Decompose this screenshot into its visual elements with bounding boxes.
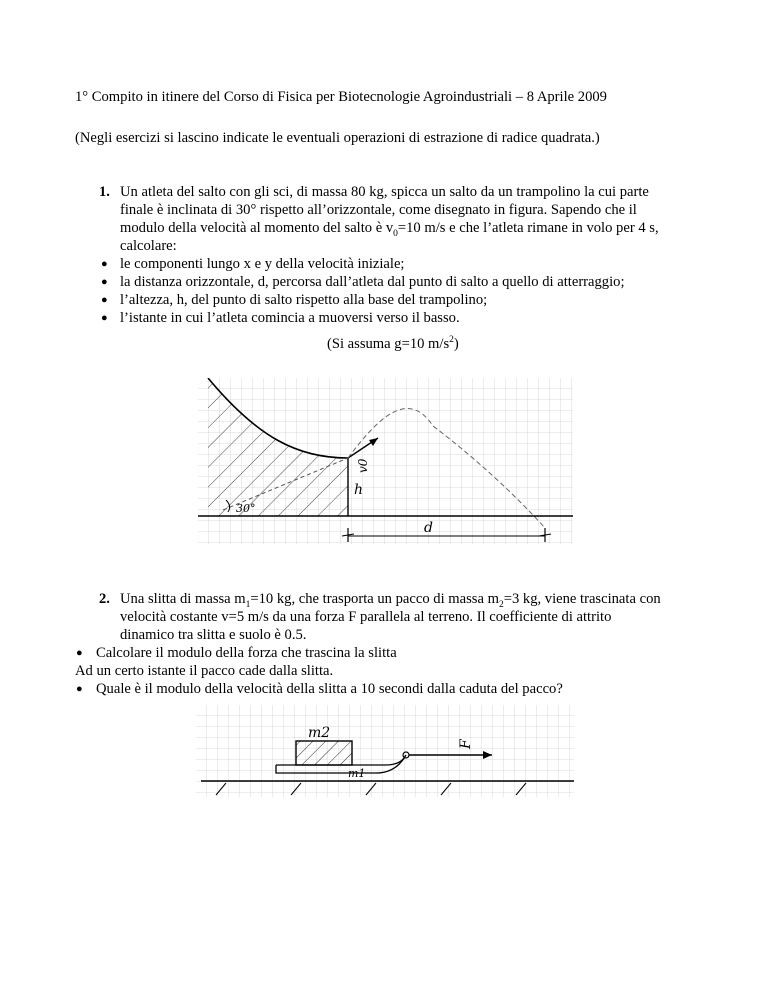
ex1-bullet-2: la distanza orizzontale, d, percorsa dall’atleta dal punto di salto a quello di atterraggio; bbox=[120, 274, 625, 290]
bullet-dot: ● bbox=[101, 312, 108, 324]
bullet-dot: ● bbox=[101, 276, 108, 288]
gravity-note: (Si assuma g=10 $m/s^2$) bbox=[327, 335, 459, 352]
angle-label: 30° bbox=[236, 502, 256, 515]
ex2-text-line-2: velocità costante v=5 m/s da una forza F parallela al terreno. Il coefficiente di attrito bbox=[120, 609, 612, 625]
ex1-bullet-4: l’istante in cui l’atleta comincia a muoversi verso il basso. bbox=[120, 310, 460, 326]
ex1-text-line-4: calcolare: bbox=[120, 238, 177, 254]
ex1-bullet-3: l’altezza, h, del punto di salto rispetto alla base del trampolino; bbox=[120, 292, 488, 308]
exercise-2-number: 2. bbox=[99, 591, 110, 607]
F-label: F bbox=[458, 739, 474, 749]
ex2-text-line-1: Una slitta di massa $m_1=10$ kg, che trasporta un pacco di massa $m_2=3$ kg, viene trascinata con bbox=[120, 591, 661, 610]
m2-label: m2 bbox=[308, 725, 331, 741]
ex1-text-line-1: Un atleta del salto con gli sci, di massa 80 kg, spicca un salto da un trampolino la cui parte bbox=[120, 184, 649, 200]
ex2-bullet-2: Quale è il modulo della velocità della slitta a 10 secondi dalla caduta del pacco? bbox=[96, 681, 563, 697]
exercise-1-number: 1. bbox=[99, 184, 110, 200]
package-m2 bbox=[296, 741, 352, 765]
v0-label: v0 bbox=[356, 458, 370, 473]
ski-jump-figure bbox=[198, 378, 573, 544]
h-label: h bbox=[354, 482, 364, 498]
bullet-dot: ● bbox=[101, 294, 108, 306]
m1-label: m1 bbox=[348, 767, 366, 780]
bullet-dot: ● bbox=[76, 647, 83, 659]
bullet-dot: ● bbox=[101, 258, 108, 270]
bullet-dot: ● bbox=[76, 683, 83, 695]
page-title: 1° Compito in itinere del Corso di Fisica per Biotecnologie Agroindustriali – 8 Aprile 2009 bbox=[75, 89, 607, 105]
ex1-bullet-1: le componenti lungo x e y della velocità iniziale; bbox=[120, 256, 405, 272]
ex2-text-line-3: dinamico tra slitta e suolo è 0.5. bbox=[120, 627, 307, 643]
instructions-note: (Negli esercizi si lascino indicate le eventuali operazioni di estrazione di radice quadrata.) bbox=[75, 130, 600, 146]
ex1-text-line-3: modulo della velocità al momento del salto è $v_0=10$ m/s e che l’atleta rimane in volo per 4 s, bbox=[120, 220, 659, 239]
ex2-middle-line: Ad un certo istante il pacco cade dalla slitta. bbox=[75, 663, 334, 679]
sled-figure bbox=[196, 705, 574, 797]
d-label: d bbox=[424, 520, 433, 536]
ex2-bullet-1: Calcolare il modulo della forza che trascina la slitta bbox=[96, 645, 397, 661]
ex1-text-line-2: finale è inclinata di 30° rispetto all’orizzontale, come disegnato in figura. Sapendo che il bbox=[120, 202, 637, 218]
